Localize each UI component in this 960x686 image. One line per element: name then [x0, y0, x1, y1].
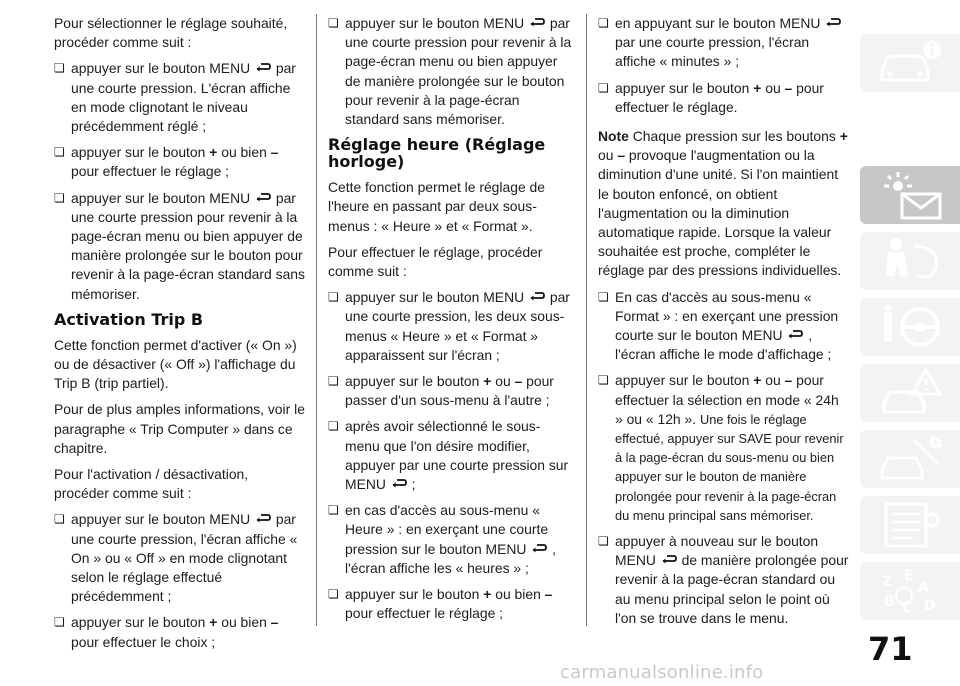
paragraph: Cette fonction permet d'activer (« On ») ou de désactiver (« Off ») l'affichage du Trip B (trip partiel).: [54, 336, 297, 392]
column-divider: [586, 14, 587, 626]
tab-maintenance[interactable]: [860, 430, 960, 488]
list-item: ❏ appuyer sur le bouton MENU par une courte pression pour revenir à la page-écran menu ou bien appuyer de manière prolongée sur le bouton pour revenir à la page-écran standard sans mémoriser.: [328, 14, 574, 129]
emergency-icon: [874, 368, 948, 418]
svg-text:A: A: [918, 580, 929, 596]
page-number: 71: [868, 630, 913, 668]
paragraph: Pour l'activation / désactivation, procéder comme suit :: [54, 466, 249, 502]
car-info-icon: [874, 38, 948, 88]
svg-text:Z: Z: [882, 574, 893, 590]
note-label: Note: [598, 128, 629, 145]
list-item: ❏ appuyer sur le bouton + ou – pour passer d'un sous-menu à l'autre ;: [328, 372, 574, 410]
list-item: ❏ appuyer sur le bouton + ou – pour effectuer la sélection en mode « 24h » ou « 12h ». Une fois le réglage effectué, appuyer sur SAVE pour revenir à la page-écran du sous-menu ou bien appuyer sur le bouton de manière prolongée pour revenir à la page-écran du menu principal sans mémoriser.: [598, 371, 850, 525]
seatbelt-airbag-icon: [874, 236, 948, 286]
menu-button-icon: [392, 479, 407, 490]
tab-safety[interactable]: [860, 232, 960, 290]
steering-icon: [874, 302, 948, 352]
text-column-1: [54, 14, 306, 659]
list-item: ❏ appuyer sur le bouton + ou bien – pour effectuer le choix ;: [54, 613, 306, 651]
menu-button-icon: [826, 18, 841, 29]
list-item: ❏ en cas d'accès au sous-menu « Heure » : en exerçant une courte pression sur le bouton MENU , l'écran affiche les « heures » ;: [328, 501, 574, 578]
svg-text:D: D: [924, 598, 936, 614]
paragraph: Pour de plus amples informations, voir le paragraphe « Trip Computer » dans ce chapitre.: [54, 401, 305, 456]
list-item: ❏ En cas d'accès au sous-menu « Format » : en exerçant une pression courte sur le bouton MENU , l'écran affiche le mode d'affichage ;: [598, 288, 850, 365]
specs-icon: [874, 500, 948, 550]
tab-index[interactable]: [860, 562, 960, 620]
list-item: ❏ appuyer sur le bouton + ou bien – pour effectuer le réglage ;: [54, 143, 306, 181]
paragraph: Pour sélectionner le réglage souhaité, procéder comme suit :: [54, 15, 288, 51]
menu-button-icon: [256, 63, 271, 74]
svg-text:C: C: [902, 600, 913, 616]
menu-button-icon: [532, 544, 547, 555]
list-item: ❏ appuyer sur le bouton + ou bien – pour effectuer le réglage ;: [328, 585, 574, 623]
tab-warning-lights[interactable]: [860, 166, 960, 224]
tab-car-info[interactable]: [860, 34, 960, 92]
section-heading: Réglage heure (Réglage horloge): [328, 135, 546, 172]
maintenance-icon: [874, 434, 948, 484]
list-item: ❏ appuyer à nouveau sur le bouton MENU de manière prolongée pour revenir à la page-écran standard ou au menu principal selon le point où l'on se trouve dans le menu.: [598, 532, 850, 628]
tab-emergency[interactable]: [860, 364, 960, 422]
list-item: ❏ appuyer sur le bouton MENU par une courte pression. L'écran affiche en mode clignotant le niveau précédemment réglé ;: [54, 59, 306, 136]
list-item: ❏ après avoir sélectionné le sous-menu que l'on désire modifier, appuyer par une courte pression sur MENU ;: [328, 417, 574, 494]
note-paragraph: Note Chaque pression sur les boutons + ou – provoque l'augmentation ou la diminution d'une unité. Si l'on maintient le bouton enfoncé, on obtient l'augmentation ou la diminution automatique rapide. Lorsque la valeur souhaitée est proche, compléter le réglage par des pressions individuelles.: [598, 128, 848, 279]
watermark[interactable]: carmanualsonline.info: [560, 662, 764, 683]
menu-button-icon: [256, 193, 271, 204]
text-column-2: [328, 14, 574, 630]
tab-driving[interactable]: [860, 298, 960, 356]
section-heading: Activation Trip B: [54, 309, 204, 329]
svg-text:B: B: [884, 594, 895, 610]
paragraph: Pour effectuer le réglage, procéder comme suit :: [328, 243, 543, 280]
index-icon: [874, 566, 948, 616]
chapter-sidebar: [858, 0, 960, 686]
column-divider: [316, 14, 317, 626]
list-item: ❏ appuyer sur le bouton + ou – pour effectuer le réglage.: [598, 79, 850, 117]
paragraph: Cette fonction permet le réglage de l'heure en passant par deux sous-menus : « Heure » et « Format ».: [328, 179, 545, 234]
menu-button-icon: [256, 514, 271, 525]
tab-specifications[interactable]: [860, 496, 960, 554]
warning-light-icon: [874, 170, 948, 220]
text-column-3: [598, 14, 850, 635]
list-item: ❏ en appuyant sur le bouton MENU par une courte pression, l'écran affiche « minutes » ;: [598, 14, 850, 72]
list-item: ❏ appuyer sur le bouton MENU par une courte pression, l'écran affiche « On » ou « Off » en mode clignotant selon le réglage effectué précédemment ;: [54, 510, 306, 606]
menu-button-icon: [662, 555, 677, 566]
svg-text:E: E: [904, 568, 914, 584]
menu-button-icon: [530, 292, 545, 303]
list-item: ❏ appuyer sur le bouton MENU par une courte pression pour revenir à la page-écran menu ou bien appuyer de manière prolongée sur le bouton pour revenir à la page-écran standard sans mémoriser.: [54, 189, 306, 304]
menu-button-icon: [788, 330, 803, 341]
menu-button-icon: [530, 18, 545, 29]
list-item: ❏ appuyer sur le bouton MENU par une courte pression, les deux sous-menus « Heure » et « Format » apparaissent sur l'écran ;: [328, 288, 574, 365]
